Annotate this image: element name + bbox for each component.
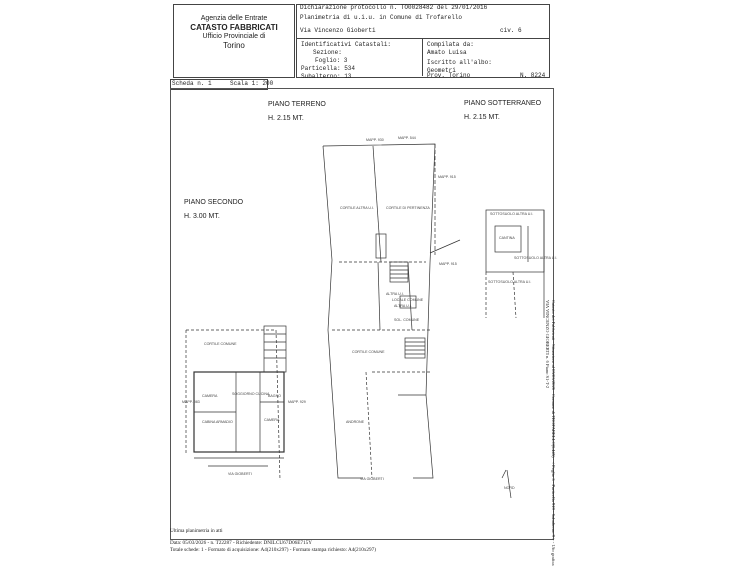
subalterno: Subalterno: 13 <box>301 73 352 80</box>
h-sotterraneo-label: H. 2.15 MT. <box>464 114 500 121</box>
agency-name: Agenzia delle Entrate <box>200 15 268 22</box>
sol-comune: SOL. COMUNE <box>394 318 420 322</box>
albo: Geometri <box>427 67 456 74</box>
foglio: Foglio: 3 <box>315 57 348 64</box>
piano-sotterraneo-label: PIANO SOTTERRANEO <box>464 100 542 107</box>
camera1: CAMERA <box>202 394 218 398</box>
agency-office: Ufficio Provinciale di <box>202 33 266 40</box>
document-sheet <box>168 0 558 566</box>
piano-terreno-label: PIANO TERRENO <box>268 101 326 108</box>
mapp-right1: MAPP. 915 <box>438 175 456 179</box>
camera2: CAMERA <box>264 418 280 422</box>
cortile-altra: CORTILE ALTRA U.I. <box>340 206 375 210</box>
ultima-planimetria: Ultima planimetria in atti <box>170 528 223 534</box>
prov: Prov. Torino <box>427 72 471 79</box>
mapp-right3: MAPP. 929 <box>288 400 306 404</box>
agency-city: Torino <box>223 41 245 50</box>
mapp-left: MAPP. 983 <box>182 400 200 404</box>
via-gioberti-ground: VIA GIOBERTI <box>360 477 384 481</box>
footer-block <box>170 528 376 554</box>
compilata-name: Amato Luisa <box>427 49 467 56</box>
sottosuolo1: SOTTOSUOLO ALTRA U.I. <box>490 212 534 216</box>
particella: Particella: 534 <box>301 65 356 72</box>
iscritto: Iscritto all'albo: <box>427 59 492 66</box>
soggiorno: SOGGIORNO CUCINA <box>232 392 270 396</box>
footer-totale: Totale schede: 1 - Formato di acquisizione: A4(210x297) - Formato stampa richiesto: A4(210x297) <box>170 547 376 553</box>
cortile-comune-ground: CORTILE COMUNE <box>352 350 385 354</box>
bagno: BAGNO <box>268 394 281 398</box>
sottosuolo2: SOTTOSUOLO ALTRA U.I. <box>488 280 532 284</box>
cortile-pertinenza: CORTILE DI PERTINENZA <box>386 206 430 210</box>
androne: ANDRONE <box>346 420 364 424</box>
altra-ui2: ALTRA U.I. <box>394 304 412 308</box>
footer-data: Data: 05/03/2026 - n. T22287 - Richiedente: DNILCU67D06E715Y <box>170 540 312 546</box>
sezione: Sezione: <box>313 49 342 56</box>
piano-secondo-label: PIANO SECONDO <box>184 199 244 206</box>
mapp-top2: MAPP. 544 <box>398 136 416 140</box>
floor-plan-drawing <box>168 0 554 556</box>
civico: civ. 6 <box>500 27 522 34</box>
scala: Scala 1: 200 <box>230 80 274 87</box>
locale-comune: LOCALE COMUNE <box>392 298 424 302</box>
compilata-title: Compilata da: <box>427 41 474 48</box>
dichiarazione: Dichiarazione protocollo n. TO0028482 del 29/01/2016 <box>300 4 488 11</box>
nord-label: NORD <box>504 486 515 490</box>
agency-title: CATASTO FABBRICATI <box>190 23 278 32</box>
mapp-top1: MAPP. 930 <box>366 138 384 142</box>
side-text-2: VIA VINCENZO GIOBERTI n. 6 Piano S1-T-2 <box>545 300 550 389</box>
numero: N. 8224 <box>520 72 546 79</box>
cabina-armadio: CABINA ARMADIO <box>202 420 233 424</box>
sottosuolo3: SOTTOSUOLO ALTRA U.I. <box>514 256 558 260</box>
mapp-right2: MAPP. 915 <box>439 262 457 266</box>
side-text-1: Catasto dei Fabbricati - Situazione al 05/03/2026 - Comune di TROFARELLO(L445) - < Foglio 3 - Particella 919 - Subalterno 9 > - Ufo grafica <box>551 300 556 566</box>
h-terreno-label: H. 2.15 MT. <box>268 115 304 122</box>
h-secondo-label: H. 3.00 MT. <box>184 213 220 220</box>
via: Via Vincenzo Gioberti <box>300 27 376 34</box>
identificativi-title: Identificativi Catastali: <box>301 41 392 48</box>
scheda: Scheda n. 1 <box>172 80 212 87</box>
altra-ui1: ALTRA U.I. <box>386 292 404 296</box>
planimetria: Planimetria di u.i.u. in Comune di Trofarello <box>300 14 463 21</box>
via-gioberti-second: VIA GIOBERTI <box>228 472 252 476</box>
cortile-comune-second: CORTILE COMUNE <box>204 342 237 346</box>
cantina: CANTINA <box>499 236 515 240</box>
